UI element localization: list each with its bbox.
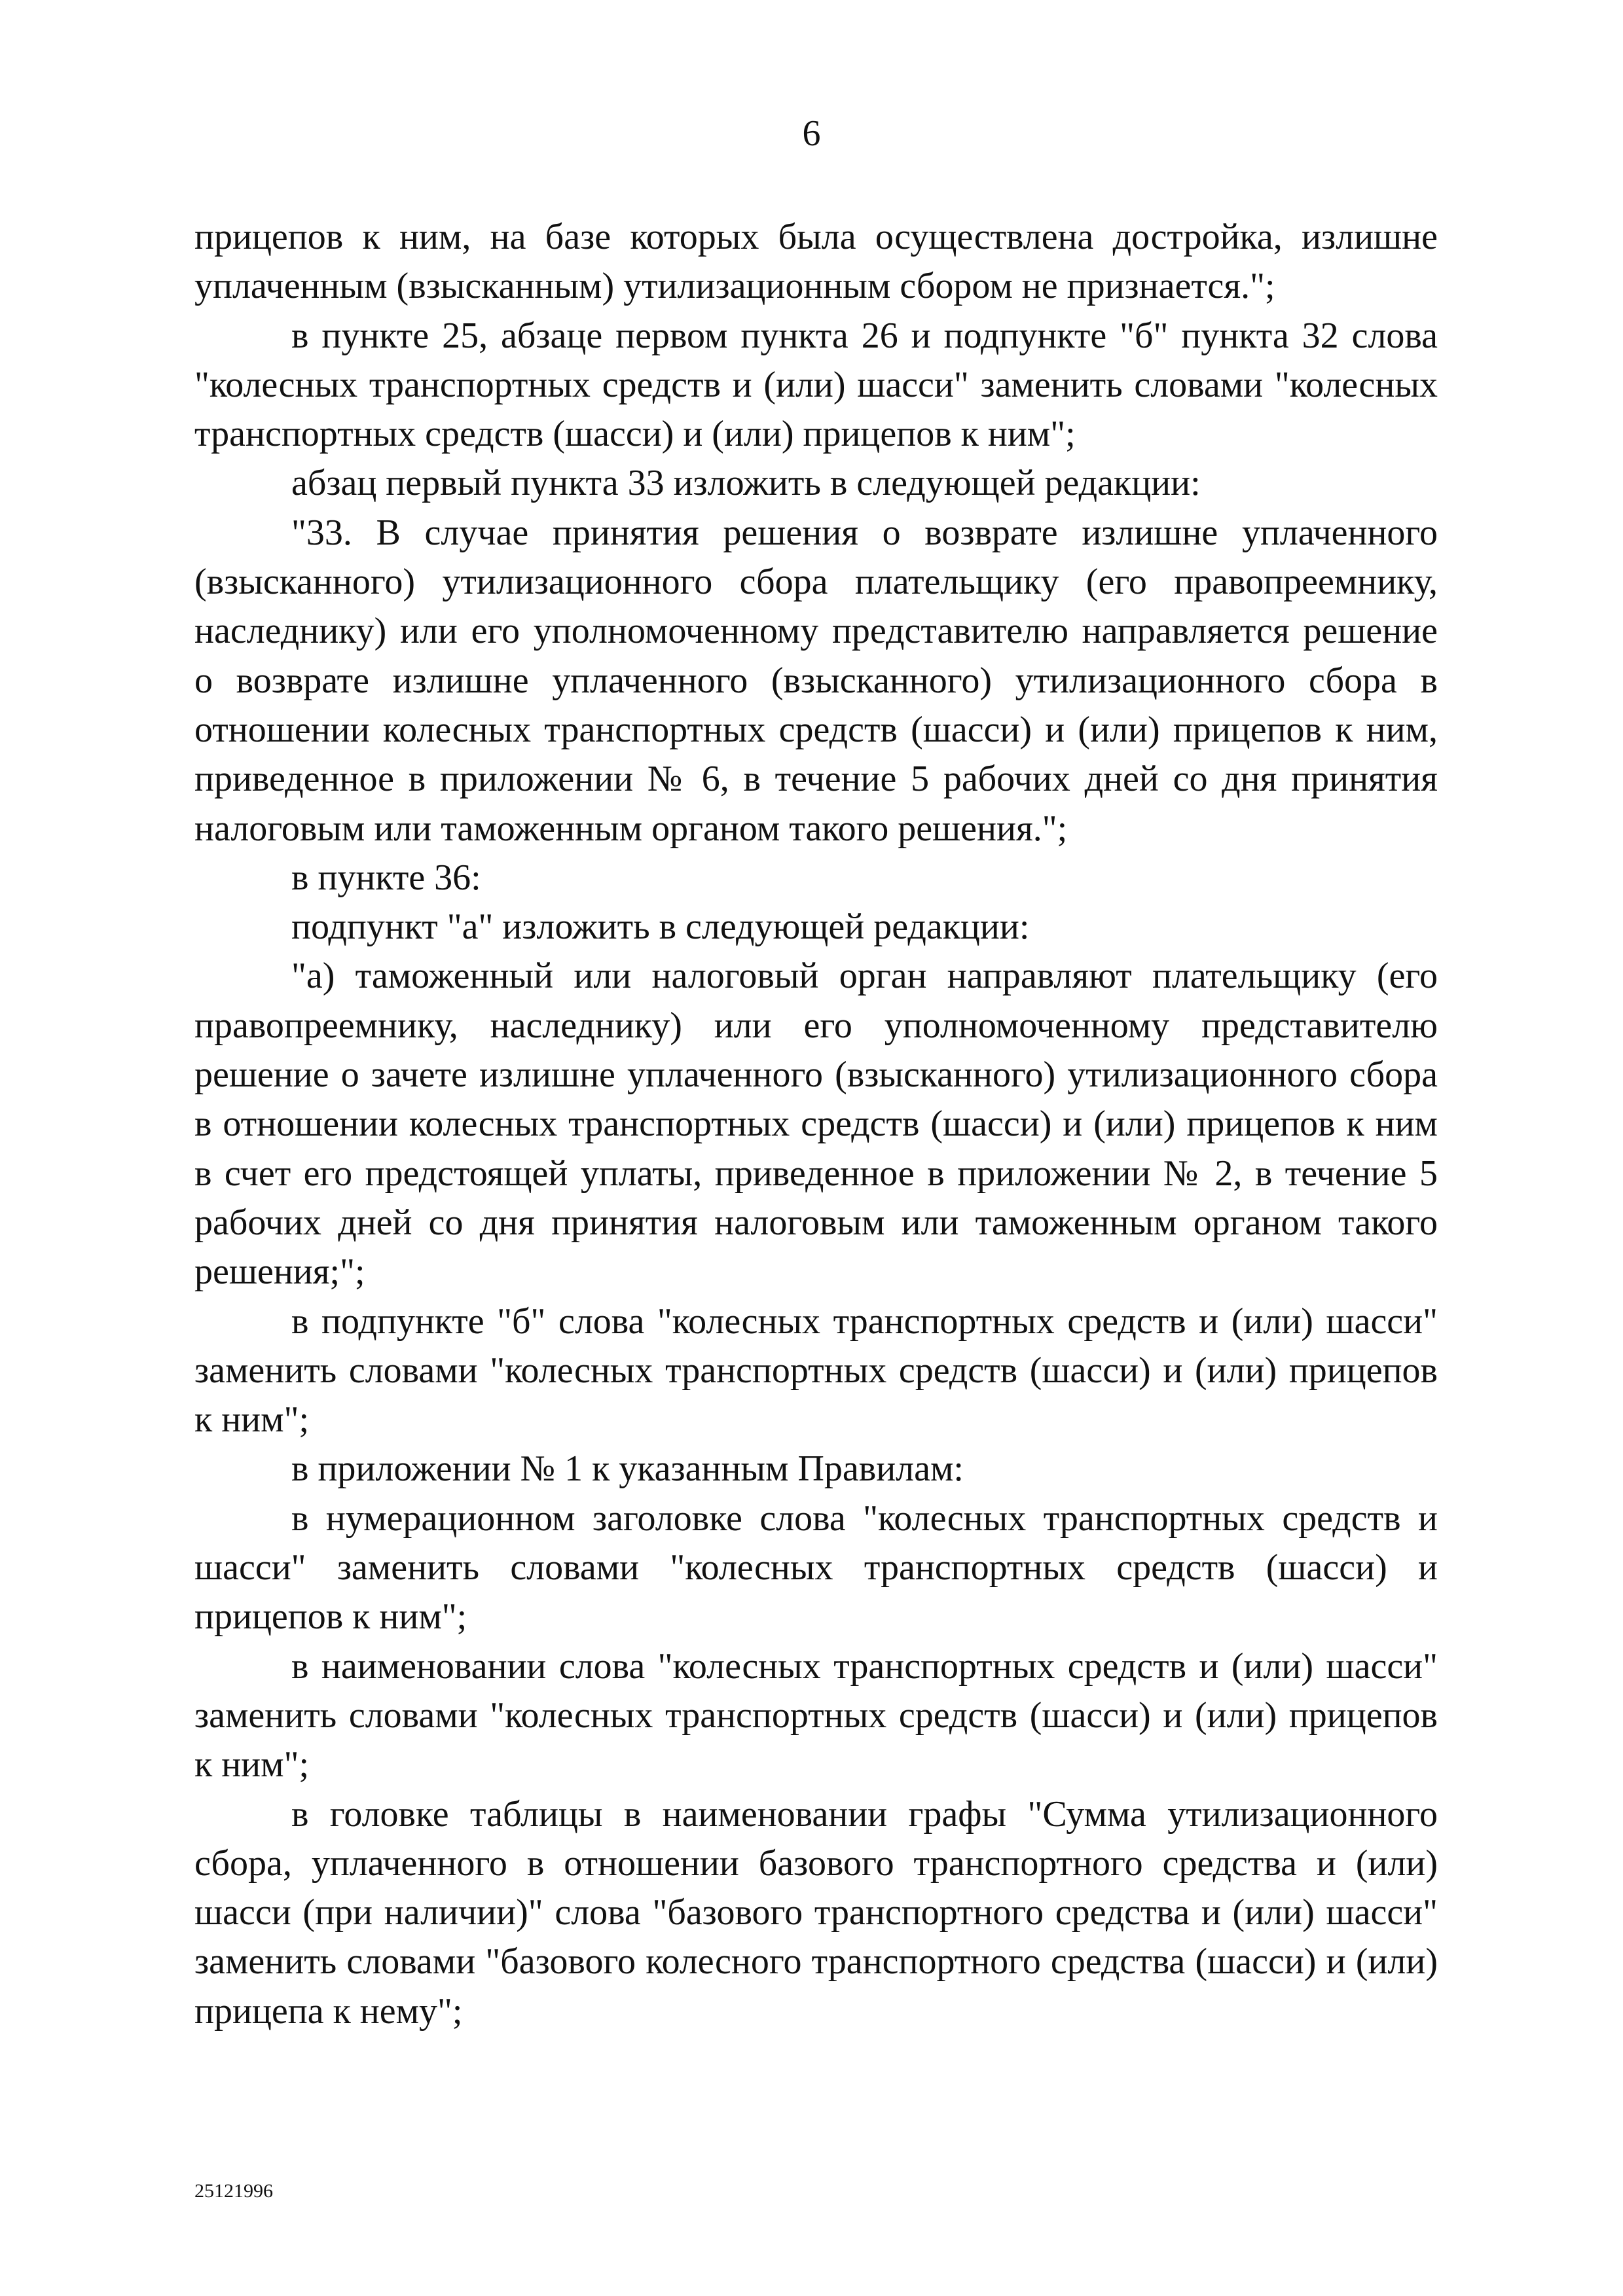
paragraph-point-33-intro: абзац первый пункта 33 изложить в следующей редакции:: [291, 463, 1201, 504]
paragraph-subpoint-a-text: "а) таможенный или налоговый орган направляют плательщику (его правопреемнику, наследнику) или его уполномоченному представителю решение о зачете излишне уплаченного (взысканного) утилизационного сбора в отношении колесных транспортных средств (шасси) и (или) прицепов к ним в счет его предстоящей уплаты, приведенное в приложении № 2, в течение 5 рабочих дней со дня принятия налоговым или таможенным органом такого решения;";: [194, 956, 1438, 1293]
document-body: [194, 213, 1438, 2036]
paragraph-amend-points-25-26-32: в пункте 25, абзаце первом пункта 26 и подпункте "б" пункта 32 слова "колесных транспортных средств и (или) шасси" заменить словами "колесных транспортных средств (шасси) и (или) прицепов к ним";: [194, 315, 1438, 455]
paragraph-table-header: в головке таблицы в наименовании графы "Сумма утилизационного сбора, уплаченного в отношении базового транспортного средства и (или) шасси (при наличии)" слова "базового транспортного средства и (или) шасси" заменить словами "базового колесного транспортного средства (шасси) и (или) прицепа к нему";: [194, 1793, 1438, 2032]
paragraph-appendix-1-intro: в приложении № 1 к указанным Правилам:: [291, 1448, 964, 1490]
paragraph-point-36-intro: в пункте 36:: [291, 857, 481, 898]
paragraph-continuation: прицепов к ним, на базе которых была осуществлена достройка, излишне уплаченным (взысканным) утилизационным сбором не признается.";: [194, 217, 1438, 307]
paragraph-subpoint-a-intro: подпункт "а" изложить в следующей редакции:: [291, 906, 1030, 948]
paragraph-point-33-text: "33. В случае принятия решения о возврате излишне уплаченного (взысканного) утилизационного сбора плательщику (его правопреемнику, наследнику) или его уполномоченному представителю направляется решение о возврате излишне уплаченного (взысканного) утилизационного сбора в отношении колесных транспортных средств (шасси) и (или) прицепов к ним, приведенное в приложении № 6, в течение 5 рабочих дней со дня принятия налоговым или таможенным органом такого решения.";: [194, 512, 1438, 849]
page-number: 6: [802, 113, 821, 154]
paragraph-numbering-header: в нумерационном заголовке слова "колесных транспортных средств и шасси" заменить словами "колесных транспортных средств (шасси) и прицепов к ним";: [194, 1498, 1438, 1638]
document-code: 25121996: [194, 2180, 273, 2202]
paragraph-title: в наименовании слова "колесных транспортных средств и (или) шасси" заменить словами "колесных транспортных средств (шасси) и (или) прицепов к ним";: [194, 1645, 1438, 1785]
paragraph-subpoint-b: в подпункте "б" слова "колесных транспортных средств и (или) шасси" заменить словами "колесных транспортных средств (шасси) и (или) прицепов к ним";: [194, 1300, 1438, 1441]
